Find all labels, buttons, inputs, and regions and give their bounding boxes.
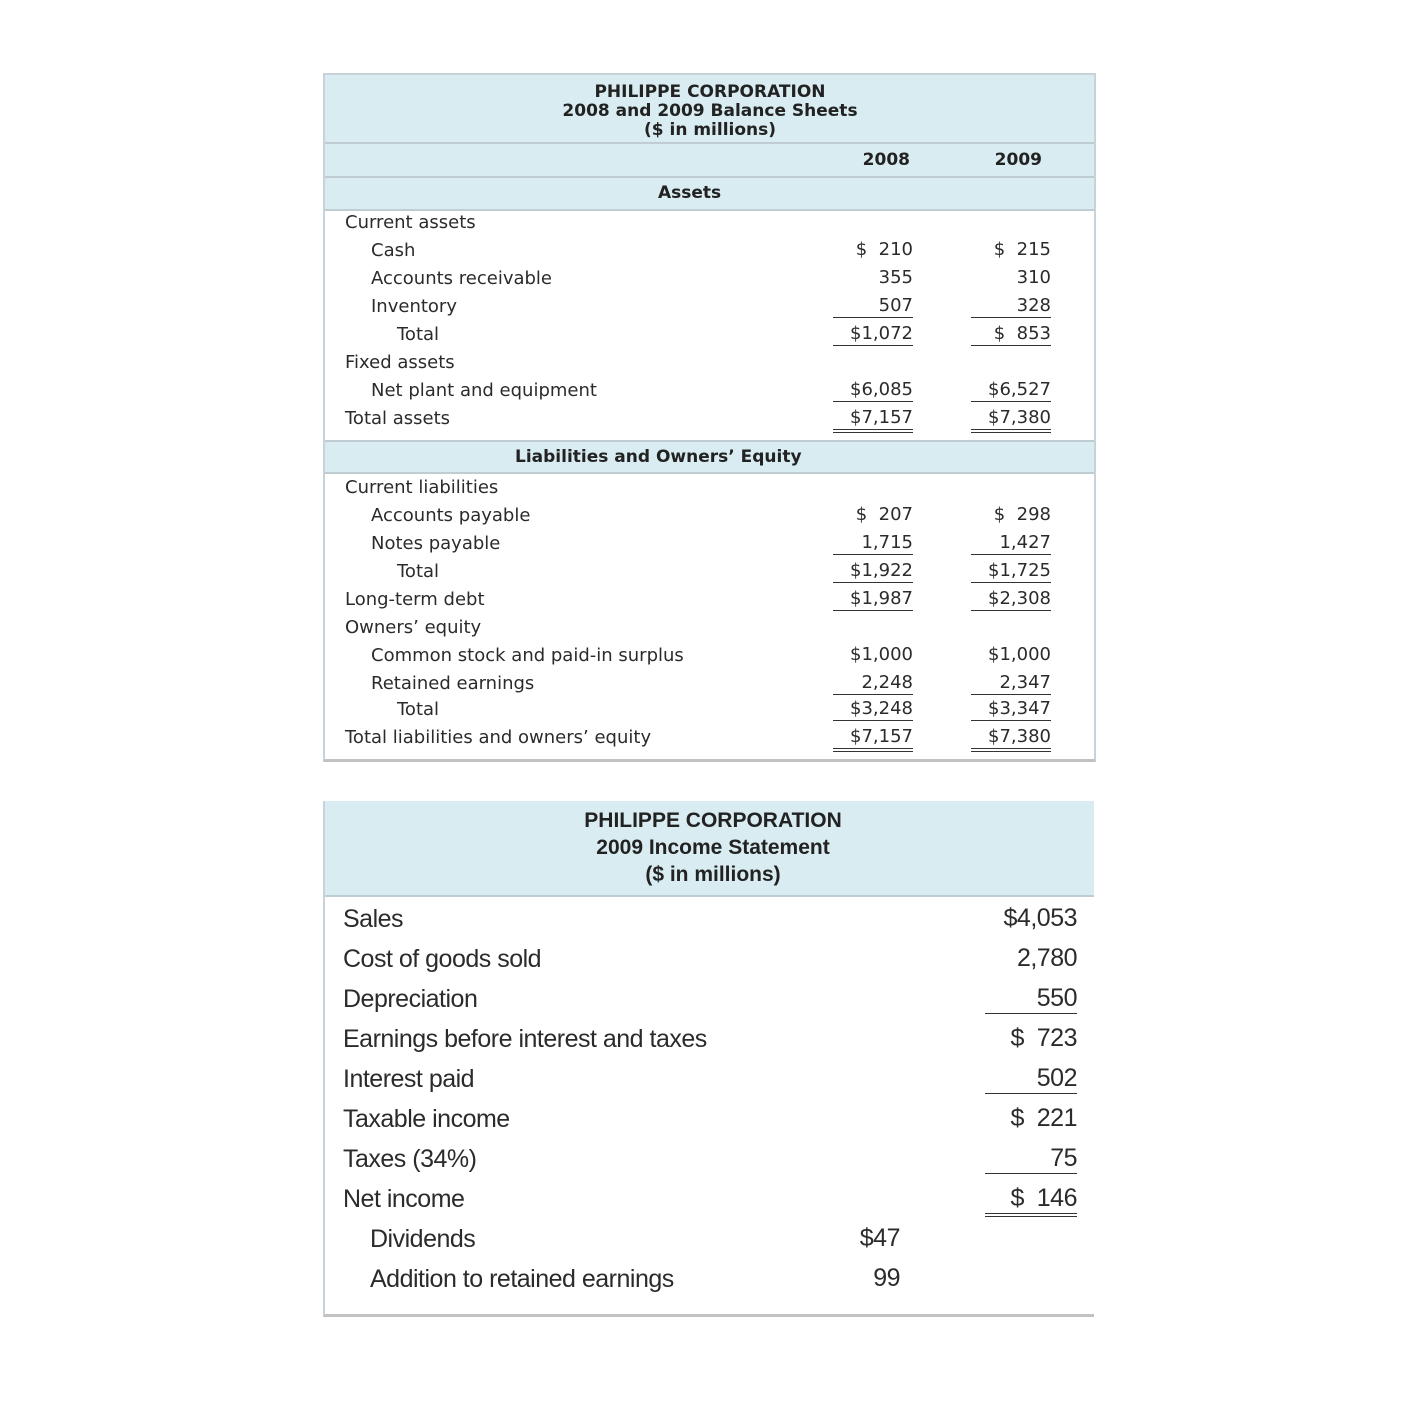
cogs-label: Cost of goods sold [343,945,542,973]
retained-earnings-label: Retained earnings [371,673,535,694]
depreciation-label: Depreciation [343,985,478,1013]
income-statement-subtitle: 2009 Income Statement [596,836,830,859]
table-row [325,642,1094,670]
balance-sheet-units: ($ in millions) [643,120,777,140]
table-row [325,1179,1094,1219]
fixed-assets-label: Fixed assets [345,352,455,373]
table-row [325,670,1094,698]
inventory-label: Inventory [371,296,457,317]
table-row [325,530,1094,558]
net-plant-2009: $6,527 [971,379,1051,402]
equity-total-label: Total [397,699,440,720]
income-statement-company: PHILIPPE CORPORATION [584,809,842,832]
long-term-debt-label: Long-term debt [345,589,485,610]
common-stock-2008: $1,000 [850,644,913,665]
balance-sheet-title-band [325,75,1094,144]
income-statement-units: ($ in millions) [645,863,781,886]
accounts-receivable-2009: 310 [1016,267,1051,288]
table-row [325,724,1094,752]
liabilities-header-band [325,440,1094,474]
cash-2009: $ 215 [993,239,1051,260]
current-assets-total-label: Total [397,324,440,345]
current-assets-label: Current assets [345,212,476,233]
table-row [325,979,1094,1019]
taxable-income-value: $ 221 [1010,1104,1077,1132]
total-liabilities-equity-2009: $7,380 [971,726,1051,752]
inventory-2008: 507 [833,295,913,318]
total-liabilities-equity-2008: $7,157 [833,726,913,752]
net-plant-2008: $6,085 [833,379,913,402]
accounts-payable-label: Accounts payable [371,505,531,526]
table-row [325,614,1094,642]
table-row [325,474,1094,502]
notes-payable-2008: 1,715 [833,532,913,555]
assets-header: Assets [658,183,722,203]
table-row [325,1219,1094,1259]
inventory-2009: 328 [971,295,1051,318]
common-stock-2009: $1,000 [988,644,1051,665]
notes-payable-2009: 1,427 [971,532,1051,555]
balance-sheet-company: PHILIPPE CORPORATION [594,82,826,102]
common-stock-label: Common stock and paid-in surplus [371,645,684,666]
retained-earnings-2009: 2,347 [971,672,1051,695]
year-2009-header: 2009 [994,150,1042,170]
table-row [325,1019,1094,1059]
sales-label: Sales [343,905,404,933]
table-row [325,502,1094,530]
accounts-receivable-2008: 355 [878,267,913,288]
long-term-debt-2008: $1,987 [833,588,913,611]
table-row [325,558,1094,586]
sales-value: $4,053 [1003,904,1077,932]
table-row [325,265,1094,293]
table-row [325,377,1094,405]
table-row [325,321,1094,349]
table-row [325,939,1094,979]
net-plant-label: Net plant and equipment [371,380,597,401]
dividends-label: Dividends [370,1225,476,1253]
ebit-value: $ 723 [1010,1024,1077,1052]
taxes-label: Taxes (34%) [343,1145,477,1173]
net-income-value: $ 146 [985,1183,1077,1217]
table-row [325,1099,1094,1139]
total-assets-label: Total assets [345,408,451,429]
current-liabilities-total-2009: $1,725 [971,560,1051,583]
current-liabilities-total-label: Total [397,561,440,582]
accounts-payable-2008: $ 207 [855,504,913,525]
balance-sheet-subtitle: 2008 and 2009 Balance Sheets [562,101,858,121]
addition-re-value: 99 [873,1264,900,1292]
retained-earnings-2008: 2,248 [833,672,913,695]
year-header-row [325,144,1094,178]
current-liabilities-label: Current liabilities [345,477,499,498]
income-statement-table [323,801,1094,1317]
current-assets-total-2008: $1,072 [833,323,913,346]
cash-label: Cash [371,240,416,261]
table-row [325,1139,1094,1179]
assets-header-band [325,178,1094,211]
liabilities-header: Liabilities and Owners’ Equity [515,447,802,467]
ebit-label: Earnings before interest and taxes [343,1025,707,1053]
income-statement-title-band [325,801,1094,897]
owners-equity-label: Owners’ equity [345,617,482,638]
equity-total-2009: $3,347 [971,698,1051,721]
table-row [325,1059,1094,1099]
balance-sheet-table [323,73,1096,762]
table-row [325,696,1094,724]
table-row [325,209,1094,237]
addition-re-label: Addition to retained earnings [370,1265,674,1293]
taxable-income-label: Taxable income [343,1105,510,1133]
table-row [325,293,1094,321]
table-row [325,405,1094,433]
year-2008-header: 2008 [862,150,910,170]
interest-label: Interest paid [343,1065,475,1093]
equity-total-2008: $3,248 [833,698,913,721]
accounts-payable-2009: $ 298 [993,504,1051,525]
total-assets-2009: $7,380 [971,407,1051,433]
taxes-value: 75 [985,1143,1077,1174]
interest-value: 502 [985,1063,1077,1094]
table-row [325,349,1094,377]
long-term-debt-2009: $2,308 [971,588,1051,611]
current-liabilities-total-2008: $1,922 [833,560,913,583]
total-assets-2008: $7,157 [833,407,913,433]
table-row [325,1259,1094,1299]
net-income-label: Net income [343,1185,465,1213]
table-row [325,586,1094,614]
depreciation-value: 550 [985,983,1077,1014]
table-row [325,899,1094,939]
table-row [325,237,1094,265]
cash-2008: $ 210 [855,239,913,260]
accounts-receivable-label: Accounts receivable [371,268,553,289]
dividends-value: $47 [859,1224,900,1252]
total-liabilities-equity-label: Total liabilities and owners’ equity [345,727,652,748]
cogs-value: 2,780 [1016,944,1077,972]
notes-payable-label: Notes payable [371,533,501,554]
current-assets-total-2009: $ 853 [971,323,1051,346]
